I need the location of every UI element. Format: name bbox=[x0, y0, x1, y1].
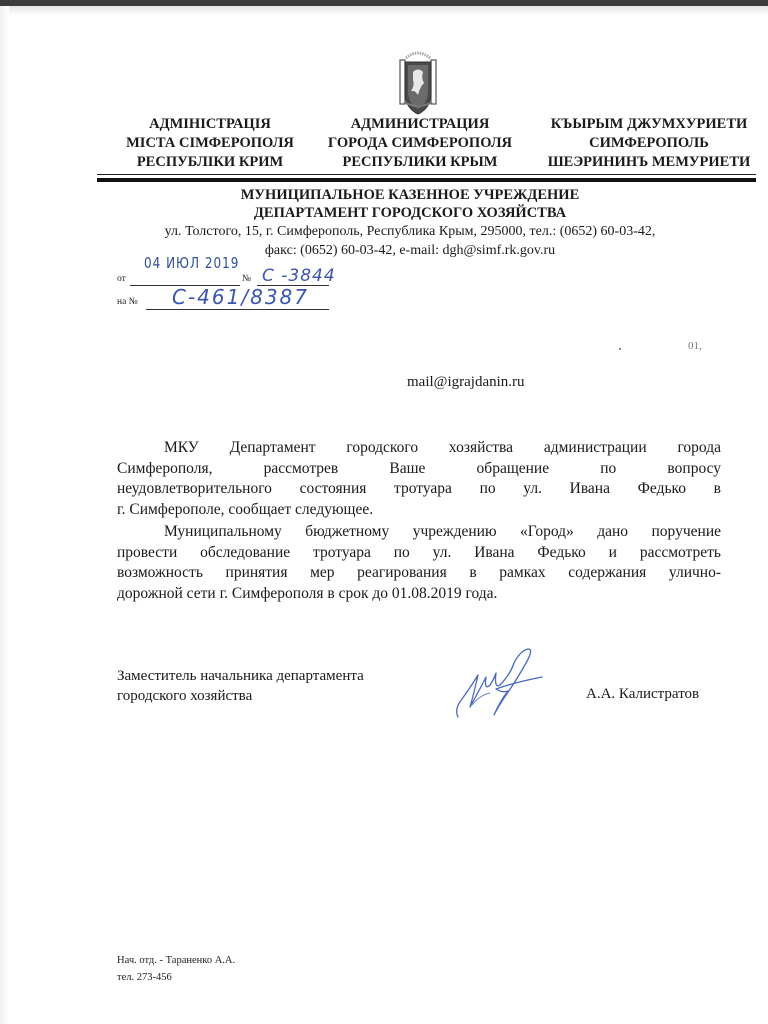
reply-to-label: на № bbox=[117, 297, 138, 307]
page-top-shadow bbox=[0, 6, 768, 16]
executor-phone: тел. 273-456 bbox=[117, 972, 172, 983]
organization-line: МУНИЦИПАЛЬНОЕ КАЗЕННОЕ УЧРЕЖДЕНИЕ bbox=[240, 187, 580, 203]
reply-to-line bbox=[146, 309, 329, 310]
signatory-name: А.А. Калистратов bbox=[586, 686, 700, 702]
crimea-coat-of-arms-icon bbox=[398, 50, 438, 118]
signatory-title-line: Заместитель начальника департамента bbox=[117, 668, 364, 684]
header-russian bbox=[318, 115, 522, 172]
outgoing-number-handwritten: С -3844 bbox=[262, 266, 336, 286]
header-divider-thick bbox=[97, 178, 756, 182]
header-ru-line: РЕСПУБЛИКИ КРЫМ bbox=[342, 154, 498, 170]
header-crh-line: КЪЫРЫМ ДЖУМХУРИЕТИ bbox=[550, 116, 748, 132]
body-line: возможность принятия мер реагирования в рамках содержания улично- bbox=[117, 564, 721, 581]
organization-name bbox=[100, 186, 720, 222]
incoming-number-handwritten: С-461/8387 bbox=[172, 285, 309, 309]
body-line: неудовлетворительного состояния тротуара по ул. Ивана Федько в bbox=[117, 480, 721, 497]
header-divider-thin bbox=[97, 174, 756, 175]
header-crh-line: ШЕЭРИНИНЪ МЕМУРИЕТИ bbox=[547, 154, 751, 170]
erased-fragment: 01, bbox=[688, 340, 702, 352]
body-line: Муниципальному бюджетному учреждению «Город» дано поручение bbox=[164, 523, 721, 540]
erased-mark bbox=[619, 348, 621, 350]
executor-name: Нач. отд. - Тараненко А.А. bbox=[117, 955, 236, 966]
header-crimean-tatar bbox=[535, 115, 763, 172]
date-stamp: 04 ИЮЛ 2019 bbox=[144, 254, 240, 272]
body-line: г. Симферополе, сообщает следующее. bbox=[117, 500, 374, 518]
signatory-title bbox=[117, 666, 364, 706]
handwritten-signature-icon bbox=[450, 645, 555, 725]
address-line: ул. Толстого, 15, г. Симферополь, Республика Крым, 295000, тел.: (0652) 60-03-42, bbox=[164, 224, 656, 239]
body-paragraph-2 bbox=[117, 522, 721, 604]
number-label: № bbox=[242, 274, 252, 284]
header-ukrainian bbox=[110, 115, 310, 172]
recipient-email: mail@igrajdanin.ru bbox=[407, 374, 525, 390]
from-label: от bbox=[117, 274, 126, 284]
body-paragraph-1 bbox=[117, 438, 721, 520]
body-line: провести обследование тротуара по ул. Ивана Федько и рассмотреть bbox=[117, 543, 721, 561]
organization-line: ДЕПАРТАМЕНТ ГОРОДСКОГО ХОЗЯЙСТВА bbox=[253, 205, 567, 221]
body-line: дорожной сети г. Симферополя в срок до 01.08.2019 года. bbox=[117, 584, 498, 602]
header-ru-line: АДМИНИСТРАЦИЯ bbox=[350, 116, 490, 132]
body-line: Симферополя, рассмотрев Ваше обращение по вопросу bbox=[117, 459, 721, 477]
header-crh-line: СИМФЕРОПОЛЬ bbox=[589, 135, 709, 151]
header-ua-line: АДМІНІСТРАЦІЯ bbox=[149, 116, 271, 132]
header-ua-line: МІСТА СІМФЕРОПОЛЯ bbox=[126, 135, 294, 151]
executor-info bbox=[117, 952, 235, 986]
page-left-shadow bbox=[0, 6, 9, 1024]
address-line: факс: (0652) 60-03-42, e-mail: dgh@simf.rk.gov.ru bbox=[264, 243, 556, 258]
header-ru-line: ГОРОДА СИМФЕРОПОЛЯ bbox=[327, 135, 513, 151]
header-ua-line: РЕСПУБЛІКИ КРИМ bbox=[136, 154, 284, 170]
signatory-title-line: городского хозяйства bbox=[117, 688, 253, 704]
body-line: МКУ Департамент городского хозяйства администрации города bbox=[164, 439, 721, 456]
